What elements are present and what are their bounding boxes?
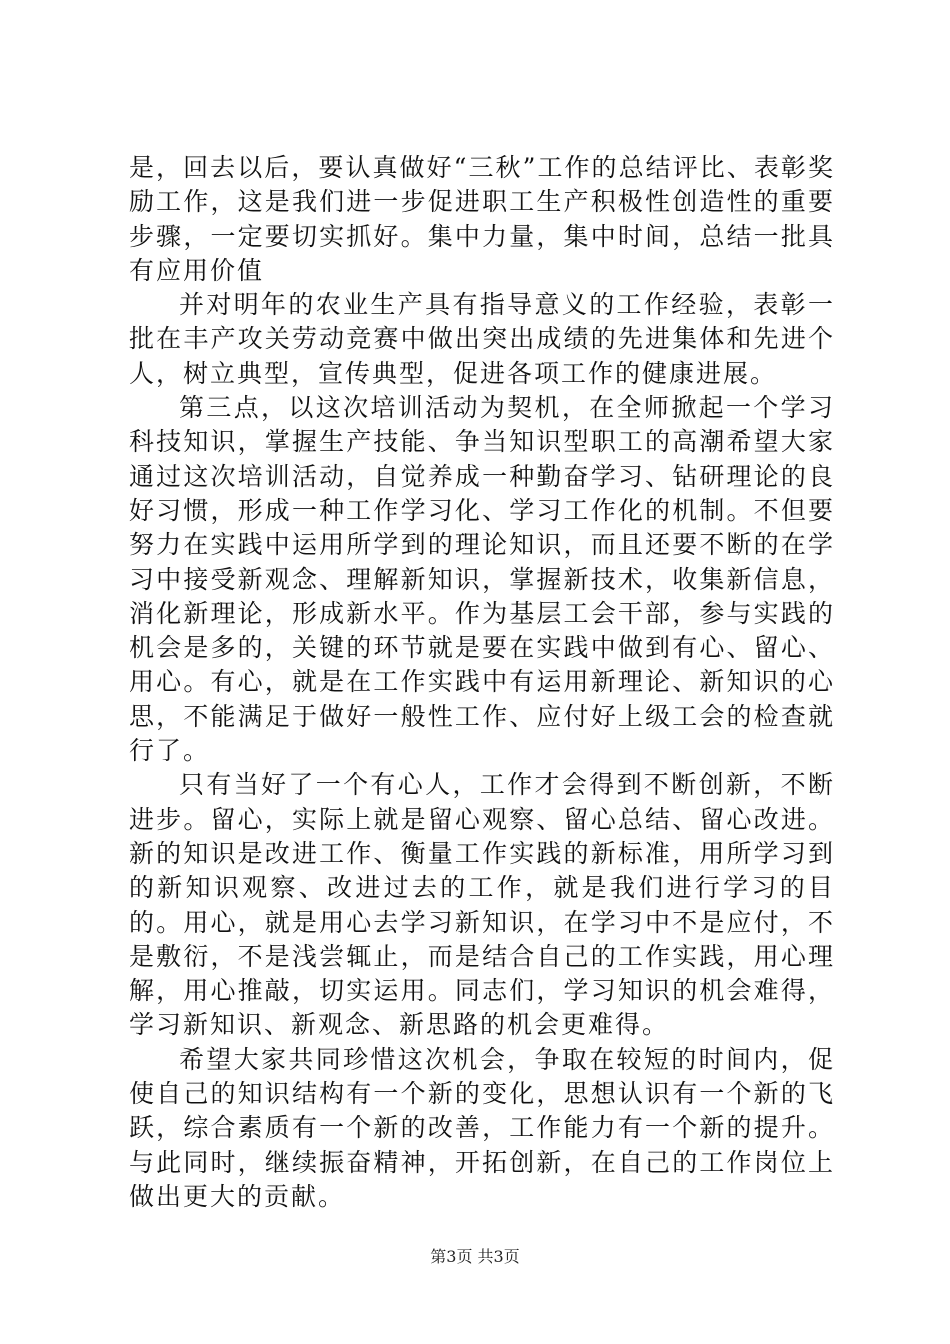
paragraph-2: 并对明年的农业生产具有指导意义的工作经验，表彰一批在丰产攻关劳动竞赛中做出突出成绩的先进集体和先进个人，树立典型，宣传典型，促进各项工作的健康进展。 <box>129 290 835 388</box>
paragraph-1: 是，回去以后，要认真做好“三秋”工作的总结评比、表彰奖励工作，这是我们进一步促进职工生产积极性创造性的重要步骤，一定要切实抓好。集中力量，集中时间，总结一批具有应用价值 <box>129 153 835 285</box>
page-number-footer: 第3页 共3页 <box>430 1247 520 1266</box>
document-body <box>129 151 835 1214</box>
paragraph-4: 只有当好了一个有心人，工作才会得到不断创新，不断进步。留心，实际上就是留心观察、留心总结、留心改进。新的知识是改进工作、衡量工作实践的新标准，用所学习到的新知识观察、改进过去的工作，就是我们进行学习的目的。用心，就是用心去学习新知识，在学习中不是应付，不是敷衍，不是浅尝辄止，而是结合自己的工作实践，用心理解，用心推敲，切实运用。同志们，学习知识的机会难得，学习新知识、新观念、新思路的机会更难得。 <box>129 770 835 1040</box>
paragraph-5: 希望大家共同珍惜这次机会，争取在较短的时间内，促使自己的知识结构有一个新的变化，思想认识有一个新的飞跃，综合素质有一个新的改善，工作能力有一个新的提升。与此同时，继续振奋精神，开拓创新，在自己的工作岗位上做出更大的贡献。 <box>129 1044 835 1211</box>
paragraph-3: 第三点，以这次培训活动为契机，在全师掀起一个学习科技知识，掌握生产技能、争当知识型职工的高潮希望大家通过这次培训活动，自觉养成一种勤奋学习、钻研理论的良好习惯，形成一种工作学习化、学习工作化的机制。不但要努力在实践中运用所学到的理论知识，而且还要不断的在学习中接受新观念、理解新知识，掌握新技术，收集新信息，消化新理论，形成新水平。作为基层工会干部，参与实践的机会是多的，关键的环节就是要在实践中做到有心、留心、用心。有心，就是在工作实践中有运用新理论、新知识的心思，不能满足于做好一般性工作、应付好上级工会的检查就行了。 <box>129 393 835 766</box>
